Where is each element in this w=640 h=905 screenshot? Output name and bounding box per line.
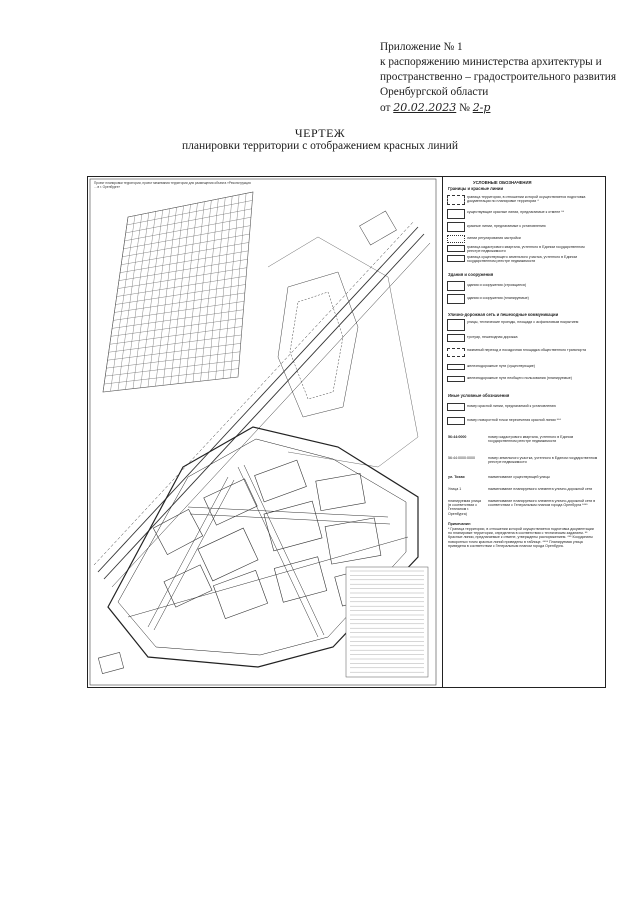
legend-swatch [447, 222, 465, 232]
legend-code: Улица 1 [448, 487, 462, 491]
legend-heading: УСЛОВНЫЕ ОБОЗНАЧЕНИЯ [473, 180, 532, 185]
legend-code: 56:44:0000:0000 [448, 456, 475, 460]
legend-notes-title: Примечание: [448, 522, 472, 526]
legend-item: граница территории, в отношении которой осуществляется подготовка документации по планировке территории * [467, 195, 586, 204]
handwritten-date: 20.02.2023 [393, 101, 457, 114]
date-prefix: от [380, 102, 391, 114]
legend-code: ул. Тихая [448, 475, 465, 479]
right-parcel [268, 211, 418, 467]
handwritten-number: 2-р [472, 101, 491, 114]
legend-swatch [447, 319, 465, 331]
legend-swatch [447, 255, 465, 262]
planning-map [88, 177, 438, 687]
order-reference: к распоряжению министерства архитектуры и [380, 56, 602, 68]
legend-code-text: номер кадастрового квартала, учтенного в Едином государственном реестре недвижимости [488, 435, 574, 444]
legend-group-other: Иные условные обозначения [448, 393, 510, 398]
legend-item: линии регулирования застройки [467, 236, 521, 240]
legend-item: здания и сооружения (планируемые) [467, 296, 529, 300]
legend-swatch [447, 334, 465, 342]
date-line [380, 100, 630, 116]
ministry-name: пространственно – градостроительного развития [380, 71, 617, 83]
legend-swatch [447, 281, 465, 291]
legend-swatch [447, 364, 465, 370]
legend-swatch [447, 403, 465, 411]
legend-item: улицы, технические проезды, площади с асфальтовым покрытием [467, 320, 579, 324]
legend-notes: * Граница территории, в отношении которой осуществляется подготовка документации по планировке территории, определена в соответствии с техническим заданием. ** Красные линии, предлагаемые к отмене, утверждены распоряжением. *** Координаты поворотных точек красных линий приведены в таблице. **** Планируемая улица приведена в соответствии с Генеральным планом города Оренбурга. [448, 527, 594, 548]
approval-header [380, 40, 630, 116]
legend-swatch [447, 245, 465, 252]
legend-code: планируемая улица (в соответствии с Генпланом г. Оренбурга) [448, 499, 482, 516]
legend-item: граница кадастрового квартала, учтенного в Едином государственном реестре недвижимости [467, 245, 585, 254]
legend-item: железнодорожные пути необщего пользования (планируемые) [467, 376, 572, 380]
legend-swatch [447, 195, 465, 205]
legend-group-borders: Границы и красные линии [448, 186, 504, 191]
garden-plots [103, 192, 253, 392]
legend-item: здания и сооружения (строящиеся) [467, 283, 527, 287]
legend-code-text: номер земельного участка, учтенного в Едином государственном реестре недвижимости [488, 456, 598, 465]
map-note: Проект планировки территории, проект межевания территории для размещения объекта «Реконструкция ... в г. Оренбурге» [94, 181, 251, 189]
railway-corridor [94, 221, 430, 587]
region-name: Оренбургской области [380, 86, 489, 98]
legend-item: существующие красные линии, предлагаемые к отмене ** [467, 210, 564, 214]
number-prefix: № [459, 102, 470, 114]
document-title: ЧЕРТЕЖ [294, 126, 346, 140]
legend-swatch [447, 348, 465, 357]
legend-item: граница существующего земельного участка, учтенного в Едином государственном реестре недвижимости [467, 255, 578, 264]
document-subtitle: планировки территории с отображением красных линий [182, 140, 458, 152]
legend-item: номер поворотной точки пересечения красной линии *** [467, 418, 561, 422]
legend-code-text: наименование планируемого элемента улично-дорожной сети [488, 487, 593, 491]
legend-code-text: наименование существующей улицы [488, 475, 550, 479]
legend-swatch [447, 235, 465, 243]
legend-code: 56:44:0000 [448, 435, 467, 439]
legend-group-buildings: Здания и сооружения [448, 272, 494, 277]
legend-item: номер красной линии, предлагаемой к установлению [467, 404, 556, 408]
appendix-number: Приложение № 1 [380, 41, 463, 53]
drawing-sheet [87, 176, 606, 688]
planning-map-drawing [88, 177, 438, 687]
legend-swatch [447, 294, 465, 304]
legend-code-text: наименование планируемого элемента улично-дорожной сети в соответствии с Генеральным планом города Оренбурга **** [488, 499, 596, 508]
legend-item: красные линии, предлагаемые к установлению [467, 224, 546, 228]
legend-swatch [447, 376, 465, 382]
legend-item: железнодорожные пути (существующие) [467, 364, 535, 368]
legend-group-roads: Улично-дорожная сеть и пешеходные коммуникации [448, 312, 559, 317]
legend-item: наземный переход и посадочная площадка общественного транспорта [467, 348, 586, 352]
legend-item: тротуар, пешеходная дорожка [467, 335, 518, 339]
legend-panel [442, 177, 606, 687]
legend-swatch [447, 209, 465, 219]
legend-swatch [447, 417, 465, 425]
